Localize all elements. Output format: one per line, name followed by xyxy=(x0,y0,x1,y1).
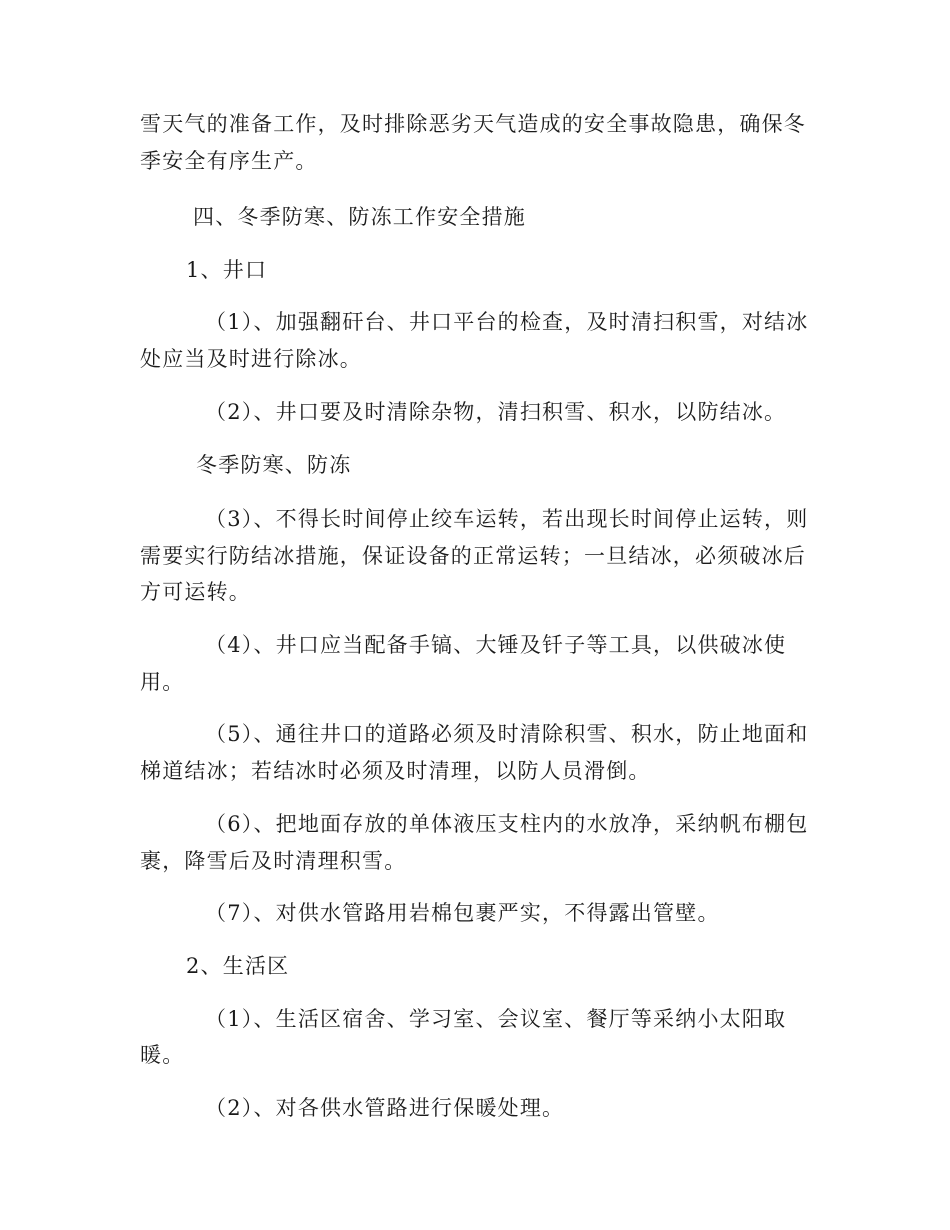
list-item-line: 处应当及时进行除冰。 xyxy=(140,347,362,371)
inline-note: 冬季防寒、防冻 xyxy=(196,453,352,477)
list-item-line: 裹，降雪后及时清理积雪。 xyxy=(140,849,407,873)
list-item-line: （2）、井口要及时清除杂物，清扫积雪、积水，以防结冰。 xyxy=(205,400,787,424)
section-heading: 四、冬季防寒、防冻工作安全措施 xyxy=(193,205,526,229)
list-item-line: （4）、井口应当配备手镐、大锤及钎子等工具，以供破冰使 xyxy=(205,633,787,657)
list-item-line: （1）、加强翻矸台、井口平台的检查，及时清扫积雪，对结冰 xyxy=(205,310,809,334)
list-item-line: （1）、生活区宿舍、学习室、会议室、餐厅等采纳小太阳取 xyxy=(205,1007,787,1031)
list-item-line: （3）、不得长时间停止绞车运转，若出现长时间停止运转，则 xyxy=(205,507,809,531)
list-item-line: 梯道结冰；若结冰时必须及时清理，以防人员滑倒。 xyxy=(140,759,651,783)
subsection-heading: 2、生活区 xyxy=(186,954,290,978)
list-item-line: 暖。 xyxy=(140,1043,185,1067)
list-item-line: 需要实行防结冰措施，保证设备的正常运转；一旦结冰，必须破冰后 xyxy=(140,544,806,568)
list-item-line: 方可运转。 xyxy=(140,580,251,604)
list-item-line: 用。 xyxy=(140,670,185,694)
list-item-line: （5）、通往井口的道路必须及时清除积雪、积水，防止地面和 xyxy=(205,722,809,746)
paragraph-line: 季安全有序生产。 xyxy=(140,149,318,173)
subsection-heading: 1、井口 xyxy=(186,258,268,282)
paragraph-line: 雪天气的准备工作，及时排除恶劣天气造成的安全事故隐患，确保冬 xyxy=(140,112,806,136)
list-item-line: （2）、对各供水管路进行保暖处理。 xyxy=(205,1096,565,1120)
list-item-line: （7）、对供水管路用岩棉包裹严实，不得露出管壁。 xyxy=(205,901,720,925)
list-item-line: （6）、把地面存放的单体液压支柱内的水放净，采纳帆布棚包 xyxy=(205,812,809,836)
